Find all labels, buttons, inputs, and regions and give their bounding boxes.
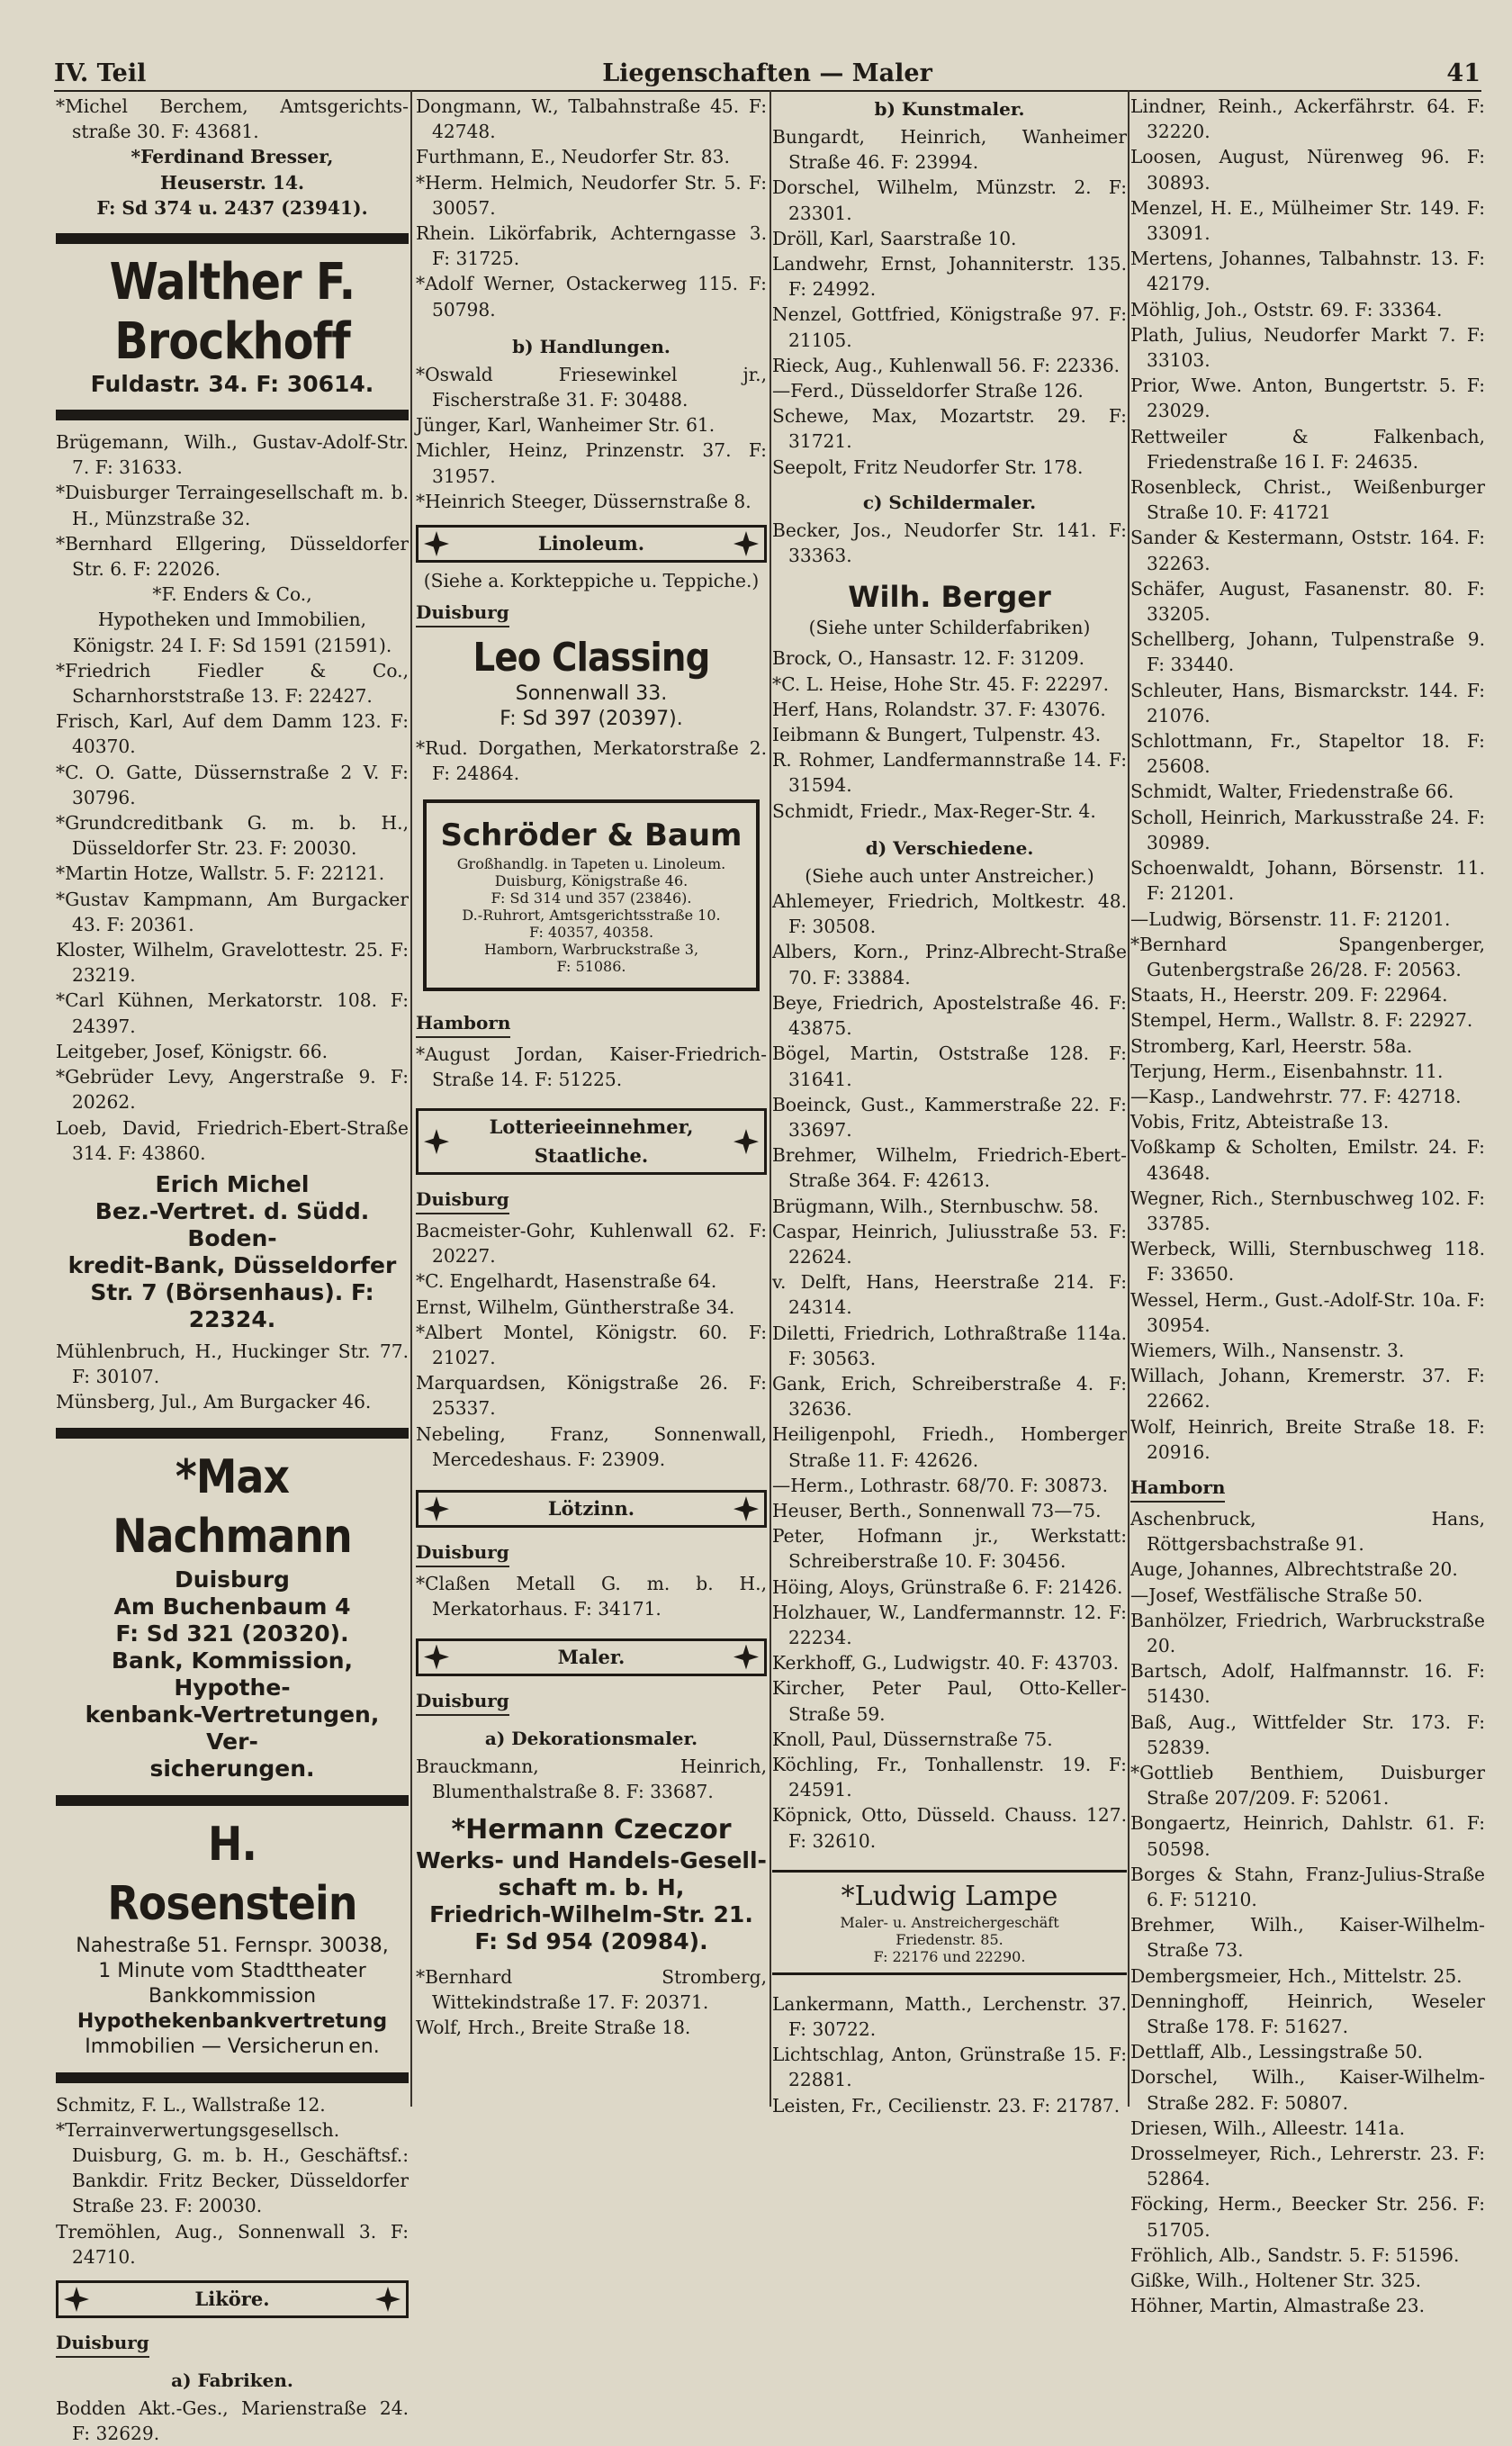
cross-reference: (Siehe auch unter Anstreicher.): [805, 864, 1094, 887]
directory-entry: Landwehr, Ernst, Johanniterstr. 135. F: 24992.: [772, 253, 1127, 301]
directory-entry: Maler- u. Anstreichergeschäft: [840, 1913, 1059, 1931]
directory-entry: Brügmann, Wilh., Sternbuschw. 58.: [772, 1195, 1099, 1217]
brockhoff-address: Fuldastr. 34. F: 30614.: [90, 371, 374, 398]
entry-list: [1130, 1506, 1485, 2319]
directory-entry: Heiligenpohl, Friedh., Homberger Straße 11. F: 42626.: [772, 1423, 1127, 1471]
directory-entry: kredit-Bank, Düsseldorfer: [68, 1251, 397, 1278]
directory-entry: F: 22176 und 22290.: [873, 1947, 1026, 1965]
directory-entry: Friedrich-Wilhelm-Str. 21.: [429, 1900, 753, 1927]
directory-entry: Aschenbruck, Hans, Röttgersbachstraße 91.: [1130, 1507, 1485, 1556]
czeczor-ad: [416, 1813, 767, 1955]
directory-entry: *Adolf Werner, Ostackerweg 115. F: 50798.: [416, 273, 767, 320]
directory-entry: Dorschel, Wilhelm, Münzstr. 2. F: 23301.: [772, 176, 1127, 224]
subsection-heading: d) Verschiedene.: [865, 836, 1034, 859]
directory-entry: Kloster, Wilhelm, Gravelottestr. 25. F: 23219.: [56, 939, 409, 987]
category-title: Lötzinn.: [547, 1497, 635, 1521]
subsection-heading: a) Fabriken.: [171, 2369, 293, 2391]
directory-entry: Föcking, Herm., Beecker Str. 256. F: 51705.: [1130, 2193, 1485, 2241]
directory-entry: Höing, Aloys, Grünstraße 6. F: 21426.: [772, 1575, 1123, 1598]
city-heading: Duisburg: [416, 599, 509, 627]
directory-entry: Sander & Kestermann, Oststr. 164. F: 32263.: [1130, 527, 1485, 574]
directory-entry: *Claßen Metall G. m. b. H., Merkatorhaus. F: 34171.: [416, 1573, 767, 1620]
brockhoff-ad: [56, 253, 409, 397]
directory-entry: Nenzel, Gottfried, Königstraße 97. F: 21105.: [772, 303, 1127, 351]
directory-entry: *August Jordan, Kaiser-Friedrich-Straße 14. F: 51225.: [416, 1042, 767, 1090]
page-number: 41: [1446, 59, 1480, 87]
ad-rule: [56, 1428, 409, 1439]
directory-entry: Am Buchenbaum 4: [113, 1593, 351, 1620]
directory-entry: Gank, Erich, Schreiberstraße 4. F: 32636.: [772, 1372, 1127, 1421]
lampe-lines: [772, 1914, 1127, 1965]
lampe-ad: [772, 1870, 1127, 1975]
directory-entry: Drosselmeyer, Rich., Lehrerstr. 23. F: 52864.: [1130, 2143, 1485, 2190]
directory-entry: Ahlemeyer, Friedrich, Moltkestr. 48. F: 30508.: [772, 890, 1127, 938]
directory-entry: Heuser, Berth., Sonnenwall 73—75.: [772, 1499, 1102, 1521]
czeczor-lines: [416, 1847, 767, 1955]
directory-entry: *Terrainverwertungsgesellsch. Duisburg, G. m. b. H., Geschäftsf.: Bankdir. Fritz Becker, Düsseldorfer Straße 23. F: 20030.: [56, 2118, 409, 2217]
directory-entry: Hamborn, Warbruckstraße 3,: [483, 940, 699, 958]
directory-entry: F: Sd 374 u. 2437 (23941).: [96, 196, 368, 219]
directory-entry: Furthmann, E., Neudorfer Str. 83.: [416, 146, 730, 168]
directory-entry: *C. O. Gatte, Düssernstraße 2 V. F: 30796.: [56, 761, 409, 808]
category-banner: [416, 1490, 767, 1528]
directory-entry: Denninghoff, Heinrich, Weseler Straße 178. F: 51627.: [1130, 1990, 1485, 2038]
directory-entry: F: Sd 397 (20397).: [500, 708, 683, 731]
directory-entry: schaft m. b. H,: [498, 1873, 685, 1900]
directory-entry: Schewe, Max, Mozartstr. 29. F: 31721.: [772, 405, 1127, 453]
entry-list: [772, 1991, 1127, 2118]
michel-ad: [56, 1171, 409, 1333]
directory-entry: F: Sd 314 und 357 (23846).: [490, 889, 692, 907]
directory-entry: Albers, Korn., Prinz-Albrecht-Straße 70. F: 33884.: [772, 941, 1127, 988]
directory-entry: Rettweiler & Falkenbach, Friedenstraße 16 I. F: 24635.: [1130, 425, 1485, 473]
directory-entry: Schmidt, Walter, Friedenstraße 66.: [1130, 781, 1454, 803]
directory-entry: Borges & Stahn, Franz-Julius-Straße 6. F: 51210.: [1130, 1863, 1485, 1911]
directory-entry: Dorschel, Wilh., Kaiser-Wilhelm-Straße 282. F: 50807.: [1130, 2066, 1485, 2114]
directory-entry: D.-Ruhrort, Amtsgerichtsstraße 10.: [462, 906, 721, 924]
directory-entry: *Bernhard Spangenberger, Gutenbergstraße 26/28. F: 20563.: [1130, 933, 1485, 980]
directory-entry: Sonnenwall 33.: [515, 682, 668, 706]
column-1: [56, 94, 409, 2445]
directory-entry: F: Sd 321 (20320).: [115, 1620, 349, 1647]
entry-list: [56, 94, 409, 144]
ad-rule: [56, 1795, 409, 1806]
directory-entry: Rosenbleck, Christ., Weißenburger Straße 10. F: 41721: [1130, 476, 1485, 524]
directory-entry: *Herm. Helmich, Neudorfer Str. 5. F: 30057.: [416, 171, 767, 219]
category-banner: [416, 525, 767, 563]
classing-name: Leo Classing: [472, 635, 710, 681]
subsection-heading: c) Schildermaler.: [862, 491, 1037, 513]
directory-entry: —Ferd., Düsseldorfer Straße 126.: [772, 380, 1084, 402]
ornament-icon: [424, 1496, 449, 1521]
directory-entry: *C. L. Heise, Hohe Str. 45. F: 22297.: [772, 672, 1110, 695]
berger-ad: [772, 579, 1127, 640]
ornament-icon: [424, 1129, 449, 1154]
directory-entry: Schäfer, August, Fasanenstr. 80. F: 33205.: [1130, 577, 1485, 626]
directory-entry: Wolf, Hrch., Breite Straße 18.: [416, 2017, 691, 2039]
directory-entry: Michler, Heinz, Prinzenstr. 37. F: 31957.: [416, 439, 767, 487]
directory-entry: *Martin Hotze, Wallstr. 5. F: 22121.: [56, 862, 385, 885]
directory-entry: Bankkommission: [148, 1984, 317, 2008]
entry-list: [416, 1042, 767, 1092]
directory-entry: Hypotheken und Immobilien,: [97, 609, 367, 631]
directory-entry: Baß, Aug., Wittfelder Str. 173. F: 52839.: [1130, 1710, 1485, 1758]
directory-entry: Mühlenbruch, H., Huckinger Str. 77. F: 30107.: [56, 1340, 409, 1388]
rosenstein-ad: [56, 1815, 409, 2060]
directory-entry: Terjung, Herm., Eisenbahnstr. 11.: [1130, 1060, 1444, 1082]
directory-entry: Dettlaff, Alb., Lessingstraße 50.: [1130, 2041, 1424, 2063]
directory-entry: Diletti, Friedrich, Lothraßtraße 114a. F: 30563.: [772, 1322, 1127, 1369]
directory-entry: Dröll, Karl, Saarstraße 10.: [772, 227, 1017, 249]
directory-entry: Werks- und Handels-Gesell-: [416, 1846, 767, 1873]
directory-entry: Duisburg: [175, 1566, 290, 1593]
entry-list: [56, 1339, 409, 1415]
entry-list: [56, 658, 409, 1166]
column-divider: [1128, 90, 1130, 2107]
directory-entry: Bez.-Vertret. d. Südd. Boden-: [94, 1197, 370, 1251]
berger-name: Wilh. Berger: [848, 580, 1051, 615]
directory-entry: Wegner, Rich., Sternbuschweg 102. F: 33785.: [1130, 1187, 1485, 1234]
subsection-heading: b) Handlungen.: [512, 335, 670, 357]
directory-entry: Tremöhlen, Aug., Sonnenwall 3. F: 24710.: [56, 2220, 409, 2268]
enders-listing: [56, 582, 409, 658]
directory-entry: Lotterieeinnehmer,: [489, 1115, 694, 1139]
directory-entry: *Rud. Dorgathen, Merkatorstraße 2. F: 24864.: [416, 737, 767, 785]
directory-entry: R. Rohmer, Landfermannstraße 14. F: 31594.: [772, 749, 1127, 797]
classing-ad: [416, 635, 767, 732]
ornament-icon: [734, 1129, 759, 1154]
directory-entry: Caspar, Heinrich, Juliusstraße 53. F: 22624.: [772, 1220, 1127, 1268]
header-part: IV. Teil: [54, 59, 147, 87]
city-heading: Duisburg: [416, 1539, 509, 1567]
directory-entry: *Grundcreditbank G. m. b. H., Düsseldorfer Str. 23. F: 20030.: [56, 812, 409, 860]
directory-entry: Peter, Hofmann jr., Werkstatt: Schreiberstraße 10. F: 30456.: [772, 1525, 1127, 1573]
directory-entry: Leisten, Fr., Cecilienstr. 23. F: 21787.: [772, 2094, 1120, 2117]
category-banner: [416, 1108, 767, 1175]
directory-entry: Lankermann, Matth., Lerchenstr. 37. F: 30722.: [772, 1992, 1127, 2040]
header-rule: [54, 90, 1481, 92]
directory-entry: Bartsch, Adolf, Halfmannstr. 16. F: 51430.: [1130, 1660, 1485, 1708]
ornament-icon: [734, 1645, 759, 1670]
directory-entry: Werbeck, Willi, Sternbuschweg 118. F: 33650.: [1130, 1238, 1485, 1286]
directory-entry: *C. Engelhardt, Hasenstraße 64.: [416, 1270, 717, 1293]
directory-entry: *Duisburger Terraingesellschaft m. b. H., Münzstraße 32.: [56, 482, 409, 529]
directory-entry: *Oswald Friesewinkel jr., Fischerstraße 31. F: 30488.: [416, 363, 767, 411]
entry-list: [416, 1571, 767, 1621]
city-heading: Hamborn: [416, 1009, 510, 1038]
directory-entry: 1 Minute vom Stadttheater: [98, 1959, 366, 1982]
directory-entry: Auge, Johannes, Albrechtstraße 20.: [1130, 1558, 1458, 1581]
entry-list: [416, 1964, 767, 2041]
directory-entry: *Gottlieb Benthiem, Duisburger Straße 207/209. F: 52061.: [1130, 1762, 1485, 1810]
entry-list: [772, 645, 1127, 823]
directory-entry: Knoll, Paul, Düssernstraße 75.: [772, 1728, 1053, 1750]
directory-entry: Willach, Johann, Kremerstr. 37. F: 22662.: [1130, 1365, 1485, 1413]
directory-entry: Loosen, August, Nürenweg 96. F: 30893.: [1130, 146, 1485, 194]
rosenstein-lines: [56, 1934, 409, 2009]
directory-entry: *Ferdinand Bresser,: [130, 146, 334, 168]
directory-entry: *Friedrich Fiedler & Co., Scharnhorststraße 13. F: 22427.: [56, 659, 409, 708]
berger-reference: (Siehe unter Schilderfabriken): [808, 617, 1091, 639]
directory-entry: *Gebrüder Levy, Angerstraße 9. F: 20262.: [56, 1066, 409, 1114]
directory-entry: Heuserstr. 14.: [159, 171, 305, 194]
entry-list: [56, 2396, 409, 2446]
directory-entry: Prior, Wwe. Anton, Bungertstr. 5. F: 23029.: [1130, 375, 1485, 422]
directory-entry: Bacmeister-Gohr, Kuhlenwall 62. F: 20227.: [416, 1220, 767, 1268]
directory-entry: Str. 7 (Börsenhaus). F: 22324.: [90, 1278, 374, 1332]
entry-list: [772, 518, 1127, 568]
directory-entry: *Heinrich Steeger, Düssernstraße 8.: [416, 490, 752, 512]
directory-entry: Rhein. Likörfabrik, Achterngasse 3. F: 31725.: [416, 222, 767, 270]
ornament-icon: [64, 2287, 89, 2312]
directory-entry: Bank, Kommission, Hypothe-: [111, 1647, 354, 1701]
directory-entry: Nahestraße 51. Fernspr. 30038,: [76, 1934, 389, 1957]
column-divider: [770, 90, 771, 2107]
directory-entry: Menzel, H. E., Mülheimer Str. 149. F: 33091.: [1130, 196, 1485, 245]
directory-entry: Bodden Akt.-Ges., Marienstraße 24. F: 32629.: [56, 2396, 409, 2445]
czeczor-name: *Hermann Czeczor: [451, 1813, 732, 1846]
directory-entry: Kerkhoff, G., Ludwigstr. 40. F: 43703.: [772, 1652, 1120, 1674]
column-3: [772, 94, 1127, 2117]
category-title: [454, 1113, 728, 1170]
directory-entry: *Gustav Kampmann, Am Burgacker 43. F: 20361.: [56, 888, 409, 935]
ornament-icon: [375, 2287, 400, 2312]
entry-list: [416, 1218, 767, 1472]
directory-entry: Wiemers, Wilh., Nansenstr. 3.: [1130, 1339, 1405, 1361]
ad-rule: [56, 233, 409, 244]
directory-entry: Königstr. 24 I. F: Sd 1591 (21591).: [72, 634, 392, 656]
category-title: Liköre.: [194, 2287, 270, 2310]
city-heading: Duisburg: [416, 1186, 509, 1214]
entry-list: [772, 124, 1127, 480]
directory-entry: Bögel, Martin, Oststraße 128. F: 31641.: [772, 1042, 1127, 1090]
directory-entry: Voßkamp & Scholten, Emilstr. 24. F: 43648.: [1130, 1136, 1485, 1184]
directory-entry: Rieck, Aug., Kuhlenwall 56. F: 22336.: [772, 354, 1120, 376]
header-title: Liegenschaften — Maler: [602, 59, 932, 87]
entry-list: [772, 889, 1127, 1854]
directory-entry: Herf, Hans, Rolandstr. 37. F: 43076.: [772, 698, 1106, 720]
entry-list: [1130, 94, 1485, 1465]
column-2: [416, 94, 767, 2107]
directory-entry: Brauckmann, Heinrich, Blumenthalstraße 8. F: 33687.: [416, 1755, 767, 1802]
michel-lines: [56, 1171, 409, 1333]
directory-entry: *F. Enders & Co.,: [152, 583, 312, 606]
directory-entry: Großhandlg. in Tapeten u. Linoleum.: [456, 854, 726, 872]
directory-entry: sicherungen.: [149, 1755, 315, 1782]
city-heading: Hamborn: [1130, 1474, 1225, 1503]
directory-entry: Schoenwaldt, Johann, Börsenstr. 11. F: 21201.: [1130, 857, 1485, 905]
directory-entry: *Bernhard Stromberg, Wittekindstraße 17. F: 20371.: [416, 1965, 767, 2014]
directory-entry: F: 51086.: [556, 957, 626, 975]
directory-entry: Dongmann, W., Talbahnstraße 45. F: 42748.: [416, 95, 767, 143]
category-banner: [56, 2280, 409, 2318]
directory-entry: Bongaertz, Heinrich, Dahlstr. 61. F: 50598.: [1130, 1812, 1485, 1860]
directory-entry: Ernst, Wilhelm, Güntherstraße 34.: [416, 1295, 735, 1318]
nachmann-lines: [56, 1566, 409, 1783]
directory-entry: Seepolt, Fritz Neudorfer Str. 178.: [772, 456, 1084, 478]
directory-entry: Schmidt, Friedr., Max-Reger-Str. 4.: [772, 799, 1096, 822]
directory-entry: Münsberg, Jul., Am Burgacker 46.: [56, 1391, 372, 1413]
subsection-heading: b) Kunstmaler.: [874, 98, 1025, 120]
classing-lines: [416, 681, 767, 732]
directory-entry: Brügemann, Wilh., Gustav-Adolf-Str. 7. F: 31633.: [56, 431, 409, 479]
directory-entry: kenbank-Vertretungen, Ver-: [85, 1701, 380, 1755]
directory-entry: —Kasp., Landwehrstr. 77. F: 42718.: [1130, 1085, 1462, 1107]
directory-entry: Schmitz, F. L., Wallstraße 12.: [56, 2093, 326, 2116]
directory-entry: v. Delft, Hans, Heerstraße 214. F: 24314.: [772, 1271, 1127, 1319]
directory-entry: *Michel Berchem, Amtsgerichts-straße 30. F: 43681.: [56, 95, 409, 143]
directory-entry: Köchling, Fr., Tonhallenstr. 19. F: 24591.: [772, 1753, 1127, 1801]
directory-entry: Köpnick, Otto, Düsseld. Chauss. 127. F: 32610.: [772, 1804, 1127, 1852]
directory-entry: —Herm., Lothrastr. 68/70. F: 30873.: [772, 1474, 1109, 1496]
directory-entry: —Josef, Westfälische Straße 50.: [1130, 1584, 1423, 1606]
cross-reference: (Siehe a. Korkteppiche u. Teppiche.): [423, 570, 760, 592]
ornament-icon: [424, 531, 449, 556]
schroeder-lines: [432, 855, 751, 975]
entry-list: [416, 362, 767, 514]
directory-entry: Brehmer, Wilh., Kaiser-Wilhelm-Straße 73.: [1130, 1914, 1485, 1962]
rosenstein-last-line: Immobilien — Versicherun en.: [85, 2035, 380, 2058]
entry-list: [416, 736, 767, 786]
directory-entry: Duisburg, Königstraße 46.: [494, 871, 688, 889]
directory-entry: Staats, H., Heerstr. 209. F: 22964.: [1130, 984, 1448, 1006]
directory-entry: Lichtschlag, Anton, Grünstraße 15. F: 22881.: [772, 2044, 1127, 2091]
directory-entry: Loeb, David, Friedrich-Ebert-Straße 314. F: 43860.: [56, 1116, 409, 1164]
ornament-icon: [734, 531, 759, 556]
directory-entry: Fröhlich, Alb., Sandstr. 5. F: 51596.: [1130, 2243, 1460, 2266]
city-heading: Duisburg: [416, 1687, 509, 1716]
directory-entry: Mertens, Johannes, Talbahnstr. 13. F: 42179.: [1130, 248, 1485, 295]
nachmann-ad: [56, 1448, 409, 1783]
entry-list: [56, 2092, 409, 2270]
directory-entry: Wolf, Heinrich, Breite Straße 18. F: 20916.: [1130, 1415, 1485, 1463]
directory-entry: Scholl, Heinrich, Markusstraße 24. F: 30989.: [1130, 806, 1485, 853]
ornament-icon: [424, 1645, 449, 1670]
directory-entry: *Bernhard Ellgering, Düsseldorfer Str. 6. F: 22026.: [56, 532, 409, 581]
subsection-heading: a) Dekorationsmaler.: [484, 1727, 698, 1749]
directory-entry: Driesen, Wilh., Alleestr. 141a.: [1130, 2117, 1406, 2139]
directory-entry: Friedenstr. 85.: [896, 1930, 1004, 1948]
lampe-name: *Ludwig Lampe: [841, 1880, 1058, 1912]
schroeder-ad: [423, 799, 760, 991]
column-divider: [410, 90, 412, 2107]
directory-entry: Staatliche.: [534, 1144, 649, 1168]
directory-entry: Bungardt, Heinrich, Wanheimer Straße 46. F: 23994.: [772, 126, 1127, 174]
ad-rule: [56, 2072, 409, 2083]
directory-entry: Brehmer, Wilhelm, Friedrich-Ebert-Straße 364. F: 42613.: [772, 1144, 1127, 1192]
directory-entry: Kircher, Peter Paul, Otto-Keller-Straße 59.: [772, 1677, 1127, 1725]
directory-entry: Wessel, Herm., Gust.-Adolf-Str. 10a. F: 30954.: [1130, 1288, 1485, 1336]
directory-entry: Dembergsmeier, Hch., Mittelstr. 25.: [1130, 1964, 1462, 1987]
directory-entry: Beye, Friedrich, Apostelstraße 46. F: 43875.: [772, 991, 1127, 1040]
rosenstein-bold-line: Hypothekenbankvertretung: [76, 2009, 388, 2033]
entry-list: [416, 1754, 767, 1804]
ornament-icon: [734, 1496, 759, 1521]
directory-entry: Lindner, Reinh., Ackerfährstr. 64. F: 32220.: [1130, 95, 1485, 143]
directory-entry: Stempel, Herm., Wallstr. 8. F: 22927.: [1130, 1009, 1473, 1032]
directory-entry: Jünger, Karl, Wanheimer Str. 61.: [416, 414, 716, 437]
directory-entry: Banhölzer, Friedrich, Warbruckstraße 20.: [1130, 1609, 1485, 1656]
directory-entry: Leitgeber, Josef, Königstr. 66.: [56, 1040, 328, 1062]
city-heading: Duisburg: [56, 2329, 149, 2358]
directory-entry: Becker, Jos., Neudorfer Str. 141. F: 33363.: [772, 519, 1127, 567]
directory-entry: Frisch, Karl, Auf dem Damm 123. F: 40370.: [56, 710, 409, 758]
directory-entry: Gißke, Wilh., Holtener Str. 325.: [1130, 2270, 1422, 2292]
directory-entry: Ieibmann & Bungert, Tulpenstr. 43.: [772, 724, 1102, 746]
directory-entry: Schlottmann, Fr., Stapeltor 18. F: 25608.: [1130, 730, 1485, 778]
entry-list: [56, 429, 409, 582]
directory-entry: Nebeling, Franz, Sonnenwall, Mercedeshaus. F: 23909.: [416, 1422, 767, 1470]
directory-entry: F: 40357, 40358.: [528, 923, 654, 941]
directory-entry: Schleuter, Hans, Bismarckstr. 144. F: 21076.: [1130, 679, 1485, 727]
ad-rule: [56, 410, 409, 420]
directory-entry: Höhner, Martin, Almastraße 23.: [1130, 2295, 1426, 2317]
directory-entry: Stromberg, Karl, Heerstr. 58a.: [1130, 1034, 1413, 1057]
directory-entry: *Albert Montel, Königstr. 60. F: 21027.: [416, 1321, 767, 1369]
directory-entry: Möhlig, Joh., Oststr. 69. F: 33364.: [1130, 298, 1443, 320]
directory-entry: —Ludwig, Börsenstr. 11. F: 21201.: [1130, 907, 1451, 930]
category-title: Maler.: [557, 1645, 626, 1668]
schroeder-name: Schröder & Baum: [440, 817, 742, 853]
nachmann-name: *Max Nachmann: [112, 1449, 352, 1564]
category-title: Linoleum.: [537, 532, 645, 555]
directory-entry: *Carl Kühnen, Merkatorstr. 108. F: 24397.: [56, 989, 409, 1037]
brockhoff-name: Walther F. Brockhoff: [109, 253, 356, 372]
directory-entry: Schellberg, Johann, Tulpenstraße 9. F: 33440.: [1130, 628, 1485, 676]
directory-entry: Holzhauer, W., Landfermannstr. 12. F: 22234.: [772, 1601, 1127, 1648]
entry-list: [416, 94, 767, 322]
directory-entry: Marquardsen, Königstraße 26. F: 25337.: [416, 1372, 767, 1420]
bresser-listing: [56, 144, 409, 221]
directory-entry: Erich Michel: [155, 1170, 310, 1197]
category-banner: [416, 1638, 767, 1676]
directory-entry: Boeinck, Gust., Kammerstraße 22. F: 33697.: [772, 1093, 1127, 1141]
directory-entry: Vobis, Fritz, Abteistraße 13.: [1130, 1111, 1390, 1133]
directory-entry: Brock, O., Hansastr. 12. F: 31209.: [772, 647, 1085, 670]
directory-entry: Plath, Julius, Neudorfer Markt 7. F: 33103.: [1130, 323, 1485, 372]
column-4: [1130, 94, 1485, 2317]
rosenstein-name: H. Rosenstein: [107, 1817, 357, 1931]
directory-entry: F: Sd 954 (20984).: [474, 1927, 708, 1954]
